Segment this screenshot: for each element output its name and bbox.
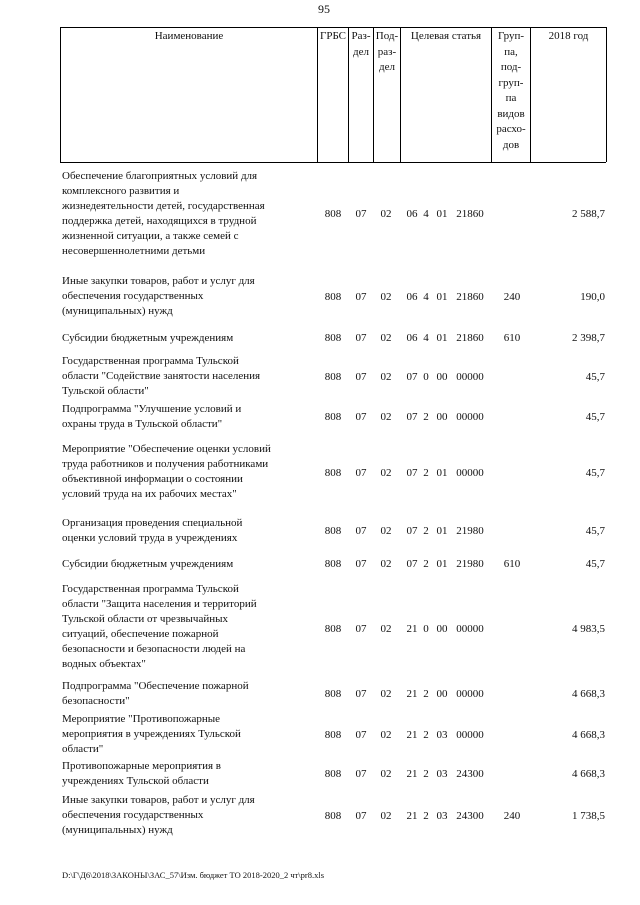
cell-group: 240 bbox=[503, 810, 521, 822]
cell-target-direction: 21980 bbox=[456, 525, 484, 537]
cell-grbs: 808 bbox=[324, 768, 342, 780]
row-name-line: обеспечения государственных bbox=[62, 809, 204, 821]
cell-target-direction: 00000 bbox=[456, 371, 484, 383]
row-name bbox=[62, 442, 317, 502]
cell-amount: 4 668,3 bbox=[572, 688, 605, 700]
cell-podrazdel: 02 bbox=[380, 332, 392, 344]
cell-amount: 45,7 bbox=[585, 558, 605, 570]
cell-target-program: 07 bbox=[406, 558, 418, 570]
row-name-line: Иные закупки товаров, работ и услуг для bbox=[62, 794, 255, 806]
cell-target-subprogram: 4 bbox=[423, 208, 429, 220]
row-name-line: Подпрограмма "Обеспечение пожарной bbox=[62, 680, 249, 692]
cell-target-direction: 21860 bbox=[456, 332, 484, 344]
cell-razdel: 07 bbox=[355, 371, 367, 383]
row-name-line: Государственная программа Тульской bbox=[62, 583, 239, 595]
cell-podrazdel: 02 bbox=[380, 688, 392, 700]
cell-razdel: 07 bbox=[355, 729, 367, 741]
row-name-line: области "Содействие занятости населения bbox=[62, 370, 261, 382]
cell-razdel: 07 bbox=[355, 768, 367, 780]
row-name-line: безопасности и безопасности людей на bbox=[62, 643, 246, 655]
cell-target-program: 06 bbox=[406, 291, 418, 303]
row-name bbox=[62, 354, 317, 399]
row-name bbox=[62, 169, 317, 259]
cell-amount: 45,7 bbox=[585, 371, 605, 383]
row-name-line: учреждениях Тульской области bbox=[62, 775, 209, 787]
cell-target-direction: 00000 bbox=[456, 411, 484, 423]
cell-target-direction: 21860 bbox=[456, 291, 484, 303]
cell-target-direction: 24300 bbox=[456, 810, 484, 822]
row-name-line: (муниципальных) нужд bbox=[62, 305, 173, 317]
cell-target-program: 07 bbox=[406, 467, 418, 479]
cell-grbs: 808 bbox=[324, 411, 342, 423]
cell-razdel: 07 bbox=[355, 411, 367, 423]
cell-amount: 190,0 bbox=[580, 291, 605, 303]
cell-razdel: 07 bbox=[355, 467, 367, 479]
cell-grbs: 808 bbox=[324, 525, 342, 537]
cell-target-direction: 21860 bbox=[456, 208, 484, 220]
cell-razdel: 07 bbox=[355, 558, 367, 570]
header-target: Целевая статья bbox=[410, 30, 482, 42]
header-group-line: под- bbox=[500, 61, 522, 73]
cell-target-subprogram: 2 bbox=[423, 467, 429, 479]
row-name-line: Тульской области" bbox=[62, 385, 149, 397]
cell-amount: 2 588,7 bbox=[572, 208, 605, 220]
cell-grbs: 808 bbox=[324, 558, 342, 570]
cell-target-program: 07 bbox=[406, 371, 418, 383]
cell-target-program: 21 bbox=[406, 768, 418, 780]
row-name-line: комплексного развития и bbox=[62, 185, 180, 197]
cell-razdel: 07 bbox=[355, 208, 367, 220]
row-name-line: несовершеннолетними детьми bbox=[62, 245, 206, 257]
row-name bbox=[62, 402, 317, 432]
cell-target-measure: 03 bbox=[436, 810, 448, 822]
cell-grbs: 808 bbox=[324, 371, 342, 383]
cell-group: 240 bbox=[503, 291, 521, 303]
row-name-line: оценки условий труда в учреждениях bbox=[62, 532, 238, 544]
cell-razdel: 07 bbox=[355, 332, 367, 344]
row-name-line: области" bbox=[62, 743, 104, 755]
cell-grbs: 808 bbox=[324, 729, 342, 741]
row-name-line: Подпрограмма "Улучшение условий и bbox=[62, 403, 242, 415]
cell-target-subprogram: 2 bbox=[423, 729, 429, 741]
cell-target-measure: 03 bbox=[436, 729, 448, 741]
cell-target-direction: 21980 bbox=[456, 558, 484, 570]
row-name-line: Мероприятие "Обеспечение оценки условий bbox=[62, 443, 271, 455]
header-border-right bbox=[606, 27, 607, 162]
row-name-line: обеспечения государственных bbox=[62, 290, 204, 302]
cell-target-subprogram: 0 bbox=[423, 623, 429, 635]
header-group-line: Груп- bbox=[497, 30, 525, 42]
cell-amount: 4 668,3 bbox=[572, 729, 605, 741]
row-name bbox=[62, 793, 317, 838]
header-group bbox=[492, 29, 530, 153]
cell-podrazdel: 02 bbox=[380, 729, 392, 741]
cell-razdel: 07 bbox=[355, 688, 367, 700]
header-razdel-line: Раз- bbox=[351, 30, 371, 42]
header-name: Наименование bbox=[154, 30, 224, 42]
row-name-line: условий труда на их рабочих местах" bbox=[62, 488, 237, 500]
cell-grbs: 808 bbox=[324, 332, 342, 344]
cell-razdel: 07 bbox=[355, 810, 367, 822]
cell-amount: 4 668,3 bbox=[572, 768, 605, 780]
cell-target-subprogram: 2 bbox=[423, 558, 429, 570]
cell-podrazdel: 02 bbox=[380, 623, 392, 635]
header-top-border bbox=[60, 27, 606, 28]
cell-podrazdel: 02 bbox=[380, 411, 392, 423]
header-group-line: па bbox=[505, 92, 517, 104]
cell-target-direction: 00000 bbox=[456, 729, 484, 741]
cell-target-measure: 00 bbox=[436, 411, 448, 423]
cell-razdel: 07 bbox=[355, 623, 367, 635]
header-border-year bbox=[530, 27, 531, 162]
row-name-line: (муниципальных) нужд bbox=[62, 824, 173, 836]
row-name-line: Субсидии бюджетным учреждениям bbox=[62, 332, 234, 344]
cell-target-program: 21 bbox=[406, 810, 418, 822]
header-group-line: расхо- bbox=[496, 123, 526, 135]
cell-target-measure: 01 bbox=[436, 291, 448, 303]
row-name-line: Организация проведения специальной bbox=[62, 517, 243, 529]
header-group-line: па, bbox=[504, 45, 518, 58]
cell-target-subprogram: 2 bbox=[423, 688, 429, 700]
cell-target-program: 07 bbox=[406, 411, 418, 423]
cell-target-direction: 00000 bbox=[456, 688, 484, 700]
row-name-line: Мероприятие "Противопожарные bbox=[62, 713, 221, 725]
cell-target-subprogram: 2 bbox=[423, 525, 429, 537]
cell-target-measure: 00 bbox=[436, 688, 448, 700]
header-year: 2018 год bbox=[548, 30, 589, 42]
row-name bbox=[62, 274, 317, 319]
cell-target-subprogram: 2 bbox=[423, 768, 429, 780]
cell-target-direction: 24300 bbox=[456, 768, 484, 780]
row-name-line: Противопожарные мероприятия в bbox=[62, 760, 221, 772]
row-name-line: водных объектах" bbox=[62, 658, 146, 670]
header-grbs: ГРБС bbox=[319, 30, 347, 42]
cell-amount: 45,7 bbox=[585, 467, 605, 479]
cell-podrazdel: 02 bbox=[380, 291, 392, 303]
row-name-line: Государственная программа Тульской bbox=[62, 355, 239, 367]
cell-target-direction: 00000 bbox=[456, 467, 484, 479]
cell-target-subprogram: 4 bbox=[423, 332, 429, 344]
cell-razdel: 07 bbox=[355, 291, 367, 303]
row-name-line: объективной информации о состоянии bbox=[62, 473, 243, 485]
row-name-line: Тульской области от чрезвычайных bbox=[62, 613, 228, 625]
cell-target-direction: 00000 bbox=[456, 623, 484, 635]
header-border-left bbox=[60, 27, 61, 162]
header-group-line: дов bbox=[502, 138, 520, 151]
cell-amount: 45,7 bbox=[585, 525, 605, 537]
cell-target-program: 07 bbox=[406, 525, 418, 537]
cell-target-measure: 01 bbox=[436, 558, 448, 570]
cell-target-measure: 00 bbox=[436, 371, 448, 383]
cell-target-program: 21 bbox=[406, 688, 418, 700]
row-name-line: Субсидии бюджетным учреждениям bbox=[62, 558, 234, 570]
cell-group: 610 bbox=[503, 558, 521, 570]
row-name bbox=[62, 759, 317, 789]
cell-target-program: 06 bbox=[406, 332, 418, 344]
cell-target-measure: 01 bbox=[436, 332, 448, 344]
cell-target-measure: 01 bbox=[436, 525, 448, 537]
cell-target-program: 06 bbox=[406, 208, 418, 220]
header-podrazdel-line: дел bbox=[379, 61, 395, 73]
row-name bbox=[62, 679, 317, 709]
cell-target-measure: 01 bbox=[436, 467, 448, 479]
row-name-line: области "Защита населения и территорий bbox=[62, 598, 257, 610]
cell-podrazdel: 02 bbox=[380, 558, 392, 570]
row-name-line: охраны труда в Тульской области" bbox=[62, 418, 223, 430]
file-path-footer: D:\Г\Д6\2018\ЗАКОНЫ\ЗАС_57\Изм. бюджет ТО 2018-2020_2 чт\pr8.xls bbox=[62, 870, 325, 880]
cell-podrazdel: 02 bbox=[380, 768, 392, 780]
cell-razdel: 07 bbox=[355, 525, 367, 537]
cell-target-program: 21 bbox=[406, 623, 418, 635]
cell-target-program: 21 bbox=[406, 729, 418, 741]
cell-target-subprogram: 2 bbox=[423, 411, 429, 423]
cell-amount: 4 983,5 bbox=[572, 623, 605, 635]
cell-grbs: 808 bbox=[324, 208, 342, 220]
cell-podrazdel: 02 bbox=[380, 467, 392, 479]
header-group-line: груп- bbox=[498, 76, 524, 89]
cell-podrazdel: 02 bbox=[380, 371, 392, 383]
header-razdel bbox=[349, 29, 373, 60]
cell-podrazdel: 02 bbox=[380, 208, 392, 220]
page-number: 95 bbox=[318, 2, 330, 16]
cell-amount: 2 398,7 bbox=[572, 332, 605, 344]
cell-target-subprogram: 0 bbox=[423, 371, 429, 383]
cell-grbs: 808 bbox=[324, 467, 342, 479]
header-podrazdel bbox=[374, 29, 400, 76]
header-bottom-border bbox=[60, 162, 606, 163]
cell-target-measure: 03 bbox=[436, 768, 448, 780]
row-name-line: безопасности" bbox=[62, 695, 130, 707]
row-name bbox=[62, 712, 317, 757]
cell-grbs: 808 bbox=[324, 291, 342, 303]
cell-grbs: 808 bbox=[324, 623, 342, 635]
row-name bbox=[62, 582, 317, 672]
cell-podrazdel: 02 bbox=[380, 525, 392, 537]
row-name-line: Иные закупки товаров, работ и услуг для bbox=[62, 275, 255, 287]
row-name bbox=[62, 331, 317, 346]
header-razdel-line: дел bbox=[353, 45, 369, 58]
row-name-line: жизненной ситуации, а также семей с bbox=[62, 230, 239, 242]
header-border-target bbox=[400, 27, 401, 162]
row-name-line: труда работников и получения работниками bbox=[62, 458, 269, 470]
cell-amount: 45,7 bbox=[585, 411, 605, 423]
header-podrazdel-line: Под- bbox=[375, 30, 399, 42]
header-group-line: видов bbox=[497, 107, 525, 120]
cell-grbs: 808 bbox=[324, 688, 342, 700]
cell-target-subprogram: 4 bbox=[423, 291, 429, 303]
row-name-line: поддержка детей, находящихся в трудной bbox=[62, 215, 257, 227]
header-border-grbs bbox=[317, 27, 318, 162]
row-name-line: Обеспечение благоприятных условий для bbox=[62, 170, 258, 182]
header-podrazdel-line: раз- bbox=[377, 45, 397, 58]
cell-target-subprogram: 2 bbox=[423, 810, 429, 822]
row-name bbox=[62, 557, 317, 572]
row-name-line: ситуаций, обеспечение пожарной bbox=[62, 628, 219, 640]
row-name-line: мероприятия в учреждениях Тульской bbox=[62, 728, 241, 740]
cell-target-measure: 01 bbox=[436, 208, 448, 220]
row-name-line: жизнедеятельности детей, государственная bbox=[62, 200, 265, 212]
cell-amount: 1 738,5 bbox=[572, 810, 605, 822]
cell-group: 610 bbox=[503, 332, 521, 344]
cell-podrazdel: 02 bbox=[380, 810, 392, 822]
cell-grbs: 808 bbox=[324, 810, 342, 822]
row-name bbox=[62, 516, 317, 546]
cell-target-measure: 00 bbox=[436, 623, 448, 635]
